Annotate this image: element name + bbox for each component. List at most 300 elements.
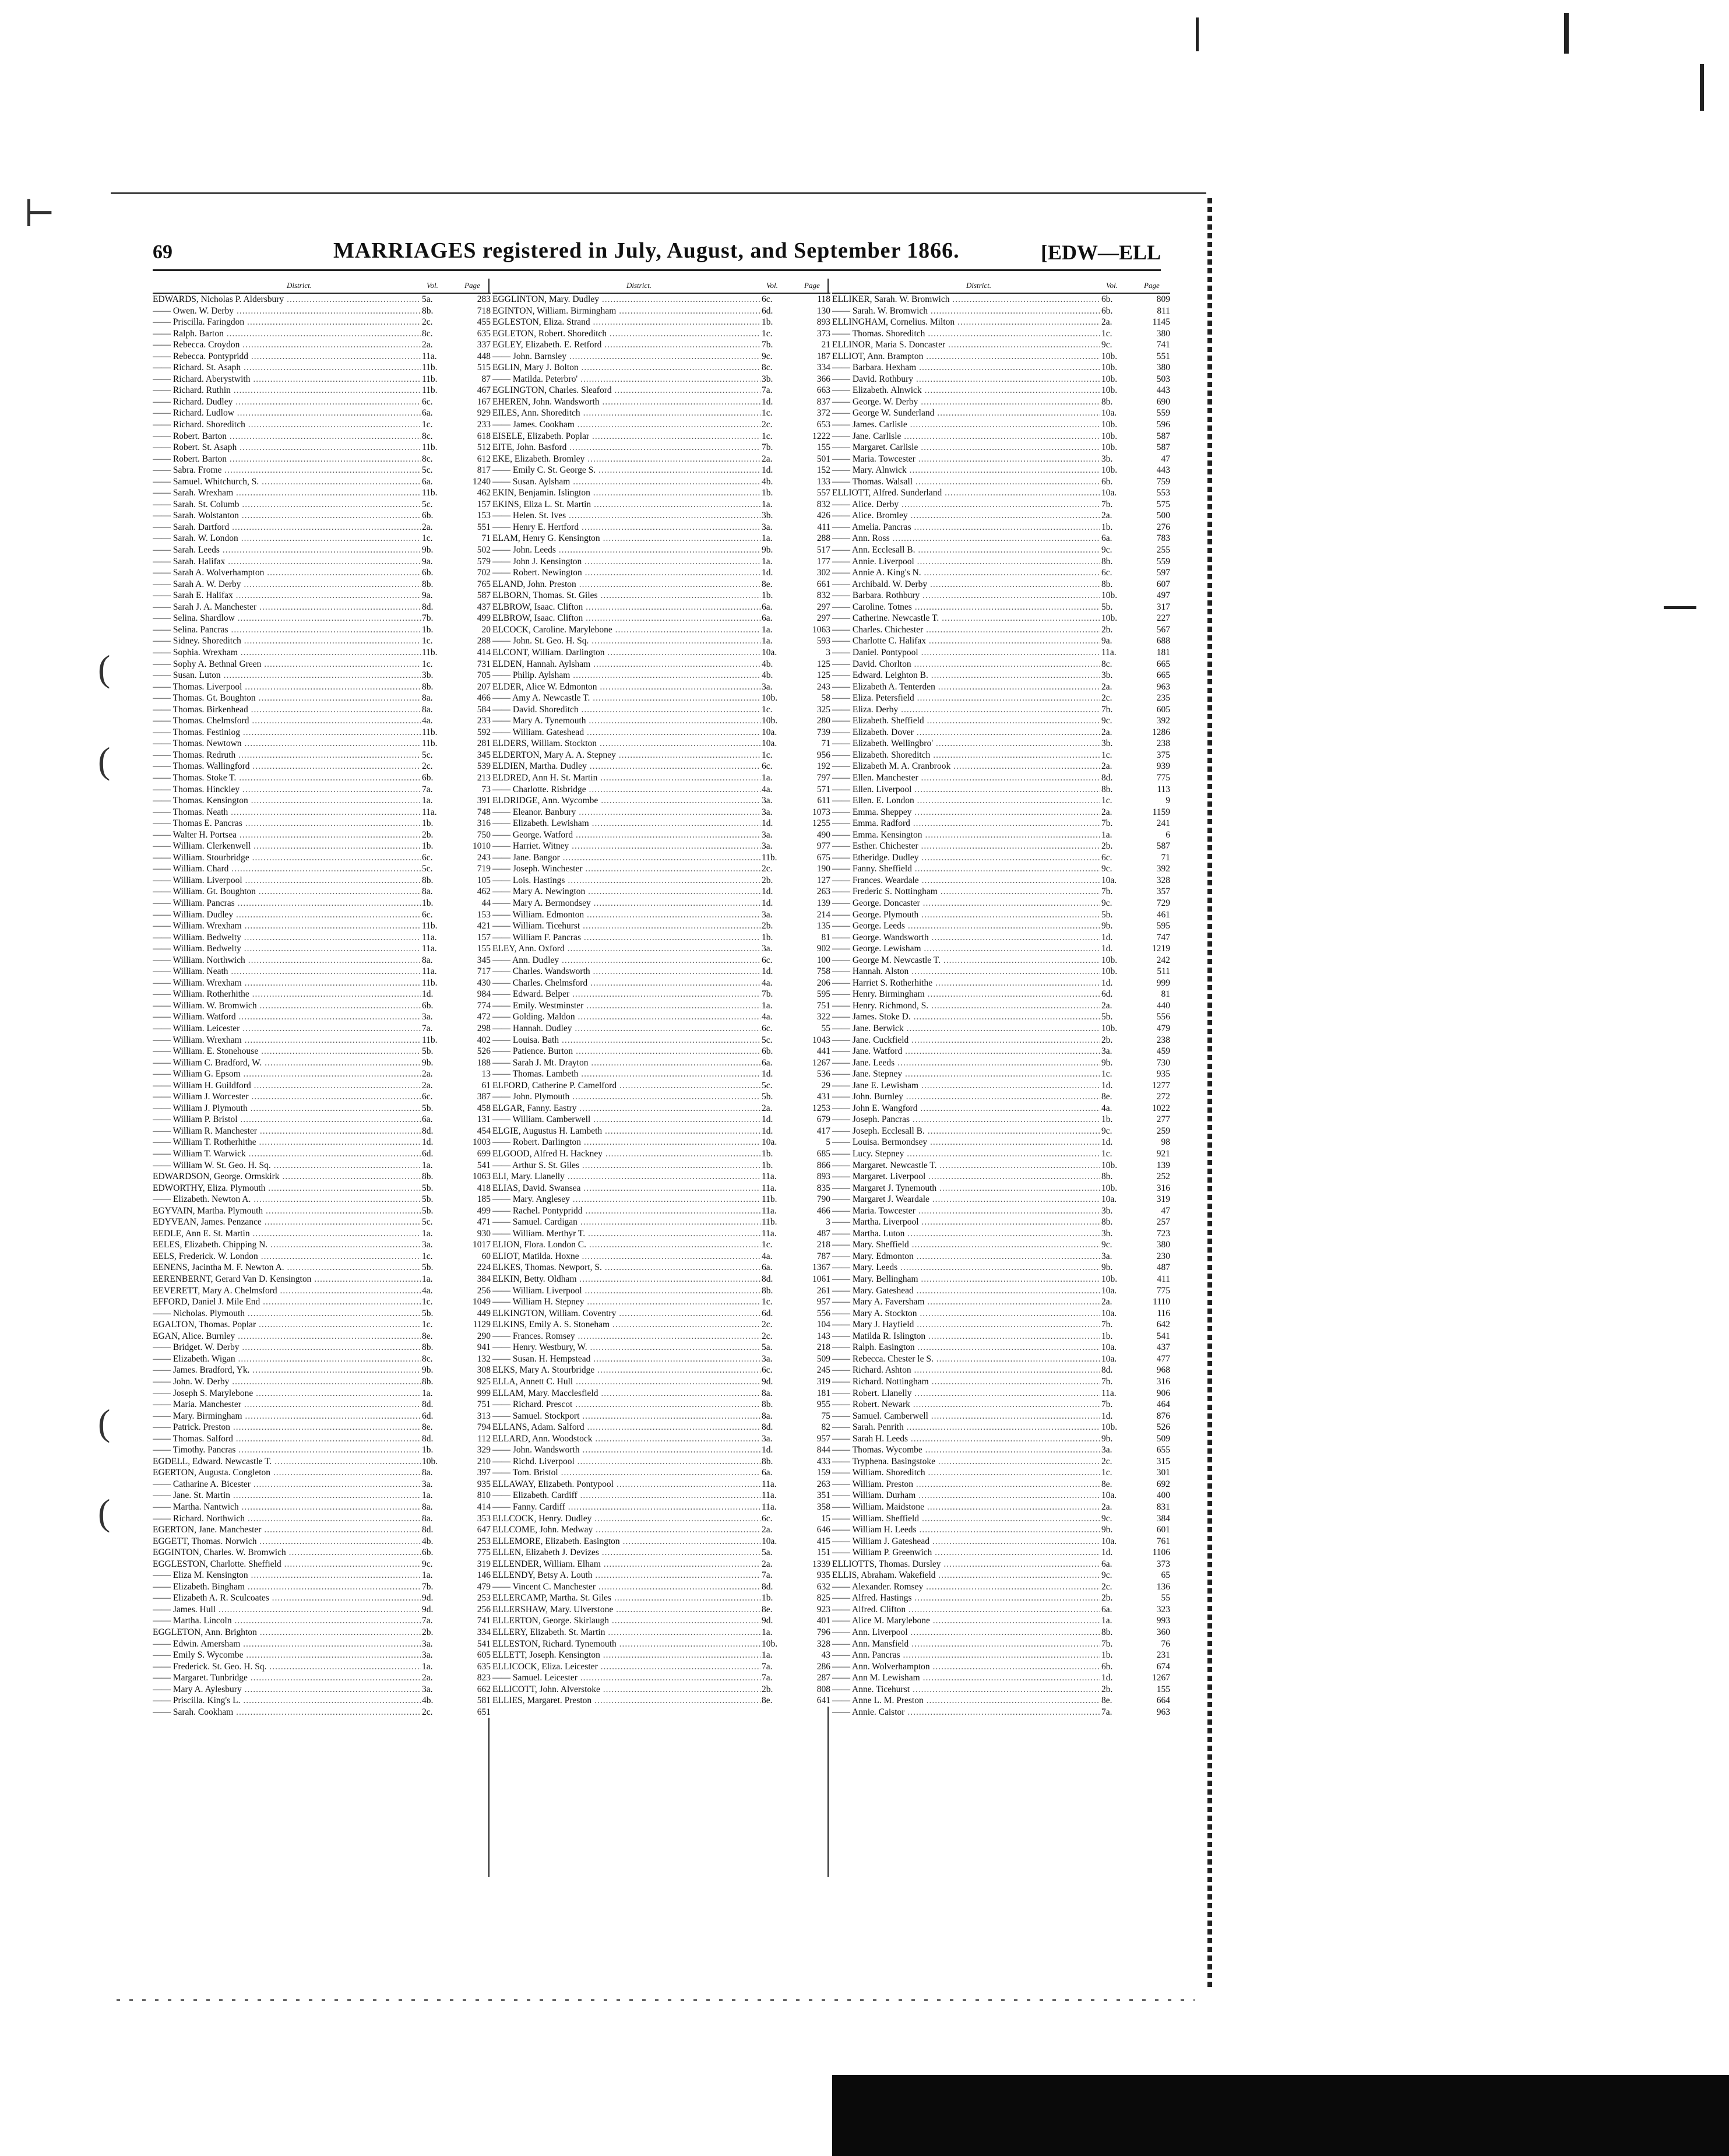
- entry-volume: 9c.: [762, 351, 799, 363]
- entry-volume: 9c.: [1101, 1126, 1139, 1137]
- entry-page: 500: [1140, 510, 1170, 522]
- entry-page: 902: [800, 943, 830, 955]
- register-entry: [153, 909, 491, 921]
- entry-volume: 3b.: [1101, 1205, 1139, 1217]
- entry-name-district: —— Elizabeth. Lewisham .....: [492, 818, 760, 829]
- register-entry: [492, 602, 830, 613]
- register-entry: [153, 1205, 491, 1217]
- entry-page: 1063: [460, 1171, 491, 1183]
- entry-volume: 2b.: [762, 920, 799, 932]
- register-entry: [492, 1319, 830, 1331]
- entry-volume: 8e.: [1101, 1479, 1139, 1490]
- entry-name-district: —— Maria. Towcester .....: [832, 1205, 1100, 1217]
- entry-page: 811: [1140, 305, 1170, 317]
- entry-volume: 2c.: [762, 419, 799, 431]
- entry-volume: 7a.: [1101, 1707, 1139, 1718]
- register-entry: [492, 419, 830, 431]
- entries-list: [492, 294, 830, 1707]
- entry-volume: 10a.: [762, 1137, 799, 1148]
- entry-page: 47: [1140, 1205, 1170, 1217]
- register-entry: [492, 1262, 830, 1274]
- heading-vol: Vol.: [1106, 281, 1118, 290]
- entry-name-district: —— Mary. Anglesey .....: [492, 1194, 760, 1205]
- entry-name-district: EENENS, Jacintha M. F. Newton A. .....: [153, 1262, 421, 1274]
- register-entry: [153, 1035, 491, 1046]
- entry-volume: 11a.: [762, 1183, 799, 1194]
- entry-page: 587: [1140, 442, 1170, 453]
- entry-name-district: —— Philip. Aylsham .....: [492, 670, 760, 681]
- entry-page: 392: [1140, 715, 1170, 727]
- register-entry: [492, 487, 830, 499]
- entry-name-district: —— Sarah. W. London .....: [153, 533, 421, 544]
- register-entry: [492, 1376, 830, 1388]
- entry-page: 190: [800, 863, 830, 875]
- entry-page: 139: [1140, 1160, 1170, 1172]
- entry-name-district: —— Fanny. Cardiff .....: [492, 1501, 760, 1513]
- entry-page: 647: [460, 1524, 491, 1536]
- entry-name-district: ELLICOTT, John. Alverstoke .....: [492, 1684, 760, 1696]
- entry-name-district: —— Joseph S. Marylebone .....: [153, 1388, 421, 1399]
- page-number: 69: [153, 241, 172, 263]
- entry-name-district: ELAM, Henry G. Kensington .....: [492, 533, 760, 544]
- entry-name-district: —— Harriet. Witney .....: [492, 840, 760, 852]
- register-entry: [153, 328, 491, 340]
- entry-name-district: —— George W. Sunderland .....: [832, 407, 1100, 419]
- entry-name-district: —— Ann. Pancras .....: [832, 1649, 1100, 1661]
- entry-page: 941: [460, 1342, 491, 1353]
- entry-volume: 9b.: [1101, 1524, 1139, 1536]
- entry-page: 400: [1140, 1490, 1170, 1501]
- entry-page: 541: [460, 1638, 491, 1650]
- entry-page: 718: [460, 305, 491, 317]
- entry-page: 664: [1140, 1695, 1170, 1707]
- entry-name-district: —— Elizabeth M. A. Cranbrook .....: [832, 761, 1100, 772]
- entry-page: 328: [800, 1638, 830, 1650]
- right-margin-mark: [1196, 17, 1199, 51]
- entry-name-district: —— Samuel. Camberwell .....: [832, 1411, 1100, 1422]
- entry-name-district: EFFORD, Daniel J. Mile End .....: [153, 1296, 421, 1308]
- entry-page: 765: [460, 579, 491, 590]
- entry-page: 401: [800, 1615, 830, 1627]
- entry-page: 104: [800, 1319, 830, 1331]
- entry-name-district: —— William W. St. Geo. H. Sq. .....: [153, 1160, 421, 1172]
- entry-volume: 2a.: [422, 1080, 459, 1092]
- register-entry: [492, 1570, 830, 1581]
- register-entry: [492, 1342, 830, 1353]
- entry-volume: 11a.: [422, 932, 459, 944]
- entry-name-district: —— William. E. Stonehouse .....: [153, 1046, 421, 1057]
- entry-name-district: —— Arthur S. St. Giles .....: [492, 1160, 760, 1172]
- heading-page: Page: [1144, 281, 1160, 290]
- entry-volume: 8b.: [1101, 1216, 1139, 1228]
- entry-name-district: —— Mary. Sheffield .....: [832, 1239, 1100, 1251]
- entry-volume: 10a.: [1101, 875, 1139, 887]
- entry-name-district: EGLETON, Robert. Shoreditch .....: [492, 328, 760, 340]
- register-entry: [832, 1490, 1170, 1501]
- entry-page: 71: [460, 533, 491, 544]
- entry-volume: 1b.: [1101, 1331, 1139, 1342]
- entry-page: 391: [460, 795, 491, 807]
- entry-name-district: —— Charles. Chichester .....: [832, 624, 1100, 636]
- entry-volume: 8e.: [762, 579, 799, 590]
- entry-page: 5: [800, 1137, 830, 1148]
- entry-name-district: —— Mary. Gateshead .....: [832, 1285, 1100, 1297]
- entry-page: 58: [800, 692, 830, 704]
- register-entry: [153, 294, 491, 305]
- entry-name-district: —— Mary A. Faversham .....: [832, 1296, 1100, 1308]
- entry-name-district: —— David. Shoreditch .....: [492, 704, 760, 716]
- entry-volume: 8b.: [422, 875, 459, 887]
- entry-volume: 2a.: [762, 453, 799, 465]
- register-column-2: [492, 279, 830, 1707]
- entry-volume: 7b.: [1101, 1319, 1139, 1331]
- entry-volume: 8b.: [422, 1171, 459, 1183]
- entry-name-district: EGGLESTON, Charlotte. Sheffield .....: [153, 1559, 421, 1570]
- entry-volume: 3a.: [422, 1684, 459, 1696]
- register-entry: [153, 362, 491, 374]
- entry-page: 893: [800, 316, 830, 328]
- entry-page: 935: [800, 1570, 830, 1581]
- register-entry: [832, 1399, 1170, 1411]
- entry-name-district: —— Eliza. Derby .....: [832, 704, 1100, 716]
- register-entry: [492, 1649, 830, 1661]
- register-entry: [832, 1080, 1170, 1092]
- register-entry: [832, 1251, 1170, 1262]
- entry-volume: 9d.: [762, 1376, 799, 1388]
- register-entry: [153, 339, 491, 351]
- register-entry: [153, 1285, 491, 1297]
- entry-name-district: —— Bridget. W. Derby .....: [153, 1342, 421, 1353]
- entry-page: 238: [1140, 738, 1170, 750]
- entry-volume: 10a.: [762, 647, 799, 659]
- entry-page: 380: [1140, 362, 1170, 374]
- entry-volume: 6d.: [422, 1411, 459, 1422]
- entry-name-district: EDWARDSON, George. Ormskirk .....: [153, 1171, 421, 1183]
- entry-volume: 9c.: [1101, 544, 1139, 556]
- entry-volume: 3b.: [1101, 1228, 1139, 1240]
- entry-page: 774: [460, 1000, 491, 1012]
- entry-page: 157: [460, 932, 491, 944]
- entry-volume: 1a.: [762, 556, 799, 568]
- entry-name-district: —— Selina. Pancras .....: [153, 624, 421, 636]
- entry-name-district: —— Ellen. E. London .....: [832, 795, 1100, 807]
- register-entry: [492, 351, 830, 363]
- heading-district: District.: [626, 281, 652, 290]
- entry-volume: 6b.: [422, 510, 459, 522]
- entry-volume: 11b.: [422, 647, 459, 659]
- register-entry: [153, 385, 491, 396]
- entry-page: 1110: [1140, 1296, 1170, 1308]
- register-entry: [492, 955, 830, 966]
- entry-page: 366: [800, 374, 830, 385]
- entry-page: 157: [460, 499, 491, 511]
- register-entry: [832, 1695, 1170, 1707]
- entry-page: 426: [800, 510, 830, 522]
- register-entry: [492, 556, 830, 568]
- entry-name-district: —— Thomas. Salford .....: [153, 1433, 421, 1445]
- entry-page: 741: [460, 1615, 491, 1627]
- entry-page: 925: [460, 1376, 491, 1388]
- entry-volume: 9b.: [422, 1364, 459, 1376]
- register-entry: [832, 1331, 1170, 1342]
- entry-page: 730: [1140, 1057, 1170, 1069]
- entry-name-district: —— William. Bedwelty .....: [153, 943, 421, 955]
- register-entry: [153, 487, 491, 499]
- register-entry: [832, 385, 1170, 396]
- entry-page: 597: [1140, 567, 1170, 579]
- entry-volume: 2c.: [762, 1319, 799, 1331]
- entry-name-district: ELKINS, Emily A. S. Stoneham .....: [492, 1319, 760, 1331]
- entry-page: 253: [460, 1536, 491, 1547]
- register-entry: [832, 761, 1170, 772]
- entry-name-district: —— Ellen. Liverpool .....: [832, 784, 1100, 796]
- register-entry: [492, 374, 830, 385]
- register-entry: [832, 544, 1170, 556]
- entry-name-district: —— William H. Guildford .....: [153, 1080, 421, 1092]
- entry-name-district: —— Sarah. Halifax .....: [153, 556, 421, 568]
- entry-volume: 1a.: [422, 1160, 459, 1172]
- entry-page: 688: [1140, 635, 1170, 647]
- entry-volume: 6a.: [1101, 1559, 1139, 1570]
- entry-page: 224: [460, 1262, 491, 1274]
- entry-name-district: —— Charles. Chelmsford .....: [492, 977, 760, 989]
- entry-page: 277: [1140, 1114, 1170, 1126]
- register-entry: [153, 1194, 491, 1205]
- entry-page: 298: [460, 1023, 491, 1035]
- register-entry: [492, 977, 830, 989]
- entry-page: 596: [1140, 419, 1170, 431]
- entry-volume: 4a.: [762, 1011, 799, 1023]
- register-entry: [153, 1160, 491, 1172]
- entry-page: 135: [800, 920, 830, 932]
- entry-page: 98: [1140, 1137, 1170, 1148]
- entry-page: 705: [460, 670, 491, 681]
- entry-name-district: ELFORD, Catherine P. Camelford .....: [492, 1080, 760, 1092]
- page-title: MARRIAGES registered in July, August, and September 1866.: [333, 238, 960, 263]
- register-entry: [832, 1126, 1170, 1137]
- register-entry: [832, 442, 1170, 453]
- entry-page: 462: [460, 886, 491, 898]
- entry-volume: 10b.: [1101, 613, 1139, 624]
- entry-name-district: —— William. Sheffield .....: [832, 1513, 1100, 1525]
- entry-name-district: EGGLETON, Ann. Brighton .....: [153, 1627, 421, 1638]
- register-entry: [492, 339, 830, 351]
- entry-page: 290: [460, 1331, 491, 1342]
- entry-name-district: —— Emma. Kensington .....: [832, 829, 1100, 841]
- register-entry: [153, 613, 491, 624]
- entry-page: 316: [1140, 1376, 1170, 1388]
- entry-page: 263: [800, 886, 830, 898]
- entry-volume: 1d.: [762, 396, 799, 408]
- register-entry: [153, 886, 491, 898]
- entry-page: 675: [800, 852, 830, 864]
- entry-volume: 1c.: [762, 750, 799, 761]
- entry-volume: 10b.: [1101, 1023, 1139, 1035]
- entry-name-district: —— Sarah J. Mt. Drayton .....: [492, 1057, 760, 1069]
- entry-name-district: —— Henry E. Hertford .....: [492, 522, 760, 533]
- register-entry: [492, 943, 830, 955]
- entry-page: 866: [800, 1160, 830, 1172]
- register-entry: [832, 727, 1170, 738]
- entry-name-district: —— Hannah. Alston .....: [832, 966, 1100, 977]
- entry-page: 65: [1140, 1570, 1170, 1581]
- register-entry: [153, 750, 491, 761]
- entry-page: 665: [1140, 670, 1170, 681]
- register-entry: [832, 795, 1170, 807]
- register-entry: [492, 750, 830, 761]
- entry-page: 835: [800, 1183, 830, 1194]
- register-entry: [492, 1604, 830, 1616]
- entry-name-district: —— Martha. Luton .....: [832, 1228, 1100, 1240]
- register-entry: [153, 1570, 491, 1581]
- entry-volume: 4b.: [762, 670, 799, 681]
- entry-name-district: —— Margaret. Newcastle T. .....: [832, 1160, 1100, 1172]
- entry-page: 699: [460, 1148, 491, 1160]
- register-entry: [153, 1000, 491, 1012]
- entry-name-district: —— Mary. Leeds .....: [832, 1262, 1100, 1274]
- entry-volume: 10b.: [1101, 374, 1139, 385]
- entry-name-district: —— William. Neath .....: [153, 966, 421, 977]
- entry-name-district: —— John. St. Geo. H. Sq. .....: [492, 635, 760, 647]
- entry-name-district: —— James. Stoke D. .....: [832, 1011, 1100, 1023]
- entry-page: 358: [800, 1501, 830, 1513]
- entry-name-district: EHEREN, John. Wandsworth .....: [492, 396, 760, 408]
- entry-name-district: —— William G. Epsom .....: [153, 1068, 421, 1080]
- entry-name-district: —— Robert. Newark .....: [832, 1399, 1100, 1411]
- entry-page: 177: [800, 556, 830, 568]
- entry-page: 955: [800, 1399, 830, 1411]
- register-entry: [492, 453, 830, 465]
- register-entry: [832, 1228, 1170, 1240]
- register-entry: [153, 1296, 491, 1308]
- entry-page: 526: [460, 1046, 491, 1057]
- entry-volume: 3a.: [422, 1479, 459, 1490]
- register-entry: [832, 1559, 1170, 1570]
- entry-page: 256: [460, 1604, 491, 1616]
- register-entry: [492, 1353, 830, 1365]
- register-entry: [832, 1638, 1170, 1650]
- entry-page: 143: [800, 1331, 830, 1342]
- register-entry: [832, 1456, 1170, 1468]
- entry-name-district: —— Tryphena. Basingstoke .....: [832, 1456, 1100, 1468]
- entry-name-district: EGERTON, Augusta. Congleton .....: [153, 1467, 421, 1479]
- entry-volume: 4a.: [762, 1251, 799, 1262]
- entry-page: 257: [1140, 1216, 1170, 1228]
- register-entry: [492, 1422, 830, 1433]
- entry-volume: 6a.: [422, 407, 459, 419]
- entry-volume: 7a.: [762, 1661, 799, 1673]
- register-entry: [492, 1479, 830, 1490]
- entry-name-district: —— Daniel. Pontypool .....: [832, 647, 1100, 659]
- entry-page: 146: [460, 1570, 491, 1581]
- register-entry: [153, 829, 491, 841]
- entry-page: 414: [460, 1501, 491, 1513]
- entry-volume: 8b.: [422, 305, 459, 317]
- entry-page: 999: [460, 1388, 491, 1399]
- entry-volume: 1c.: [422, 533, 459, 544]
- entry-page: 287: [800, 1672, 830, 1684]
- entry-volume: 4b.: [422, 1695, 459, 1707]
- entry-name-district: ELKS, Mary A. Stourbridge .....: [492, 1364, 760, 1376]
- register-entry: [832, 647, 1170, 659]
- entry-volume: 5c.: [422, 863, 459, 875]
- entry-page: 325: [800, 704, 830, 716]
- entry-page: 20: [460, 624, 491, 636]
- register-entry: [153, 1091, 491, 1103]
- entry-name-district: —— William. Leicester .....: [153, 1023, 421, 1035]
- entry-volume: 1d.: [762, 465, 799, 476]
- entry-page: 233: [460, 419, 491, 431]
- entry-name-district: —— Emily S. Wycombe .....: [153, 1649, 421, 1661]
- entry-name-district: —— Richd. Liverpool .....: [492, 1456, 760, 1468]
- entry-page: 1003: [460, 1137, 491, 1148]
- entry-volume: 1a.: [762, 624, 799, 636]
- entry-name-district: —— Mary. Bellingham .....: [832, 1274, 1100, 1285]
- register-entry: [153, 396, 491, 408]
- register-entry: [492, 1057, 830, 1069]
- register-entry: [832, 407, 1170, 419]
- register-entry: [153, 1707, 491, 1718]
- entry-page: 360: [1140, 1627, 1170, 1638]
- register-entry: [153, 1331, 491, 1342]
- entry-volume: 1c.: [422, 1251, 459, 1262]
- register-entry: [492, 807, 830, 818]
- register-entry: [153, 898, 491, 909]
- entry-page: 82: [800, 1422, 830, 1433]
- entry-name-district: —— Rebecca. Croydon .....: [153, 339, 421, 351]
- register-entry: [492, 715, 830, 727]
- register-entry: [153, 419, 491, 431]
- entry-name-district: —— Anne L. M. Preston .....: [832, 1695, 1100, 1707]
- register-entry: [832, 840, 1170, 852]
- entry-page: 692: [1140, 1479, 1170, 1490]
- entry-volume: 1c.: [422, 1319, 459, 1331]
- entry-page: 551: [1140, 351, 1170, 363]
- binding-mark-3: (: [98, 1402, 111, 1443]
- register-entry: [153, 1433, 491, 1445]
- entry-page: 526: [1140, 1422, 1170, 1433]
- entry-name-district: ELGOOD, Alfred H. Hackney .....: [492, 1148, 760, 1160]
- entry-volume: 2a.: [762, 1524, 799, 1536]
- register-entry: [492, 1444, 830, 1456]
- entry-volume: 9b.: [1101, 1262, 1139, 1274]
- register-entry: [153, 875, 491, 887]
- entry-name-district: —— William. Stourbridge .....: [153, 852, 421, 864]
- entry-name-district: —— Mary A. Aylesbury .....: [153, 1684, 421, 1696]
- entry-page: 977: [800, 840, 830, 852]
- entry-volume: 2a.: [1101, 681, 1139, 693]
- register-entry: [832, 692, 1170, 704]
- register-entry: [153, 602, 491, 613]
- entry-page: 584: [460, 704, 491, 716]
- register-entry: [153, 863, 491, 875]
- entry-page: 1043: [800, 1035, 830, 1046]
- entry-volume: 10b.: [762, 1638, 799, 1650]
- entry-volume: 3a.: [762, 1433, 799, 1445]
- entry-name-district: —— Amelia. Pancras .....: [832, 522, 1100, 533]
- entry-volume: 8a.: [422, 1467, 459, 1479]
- register-entry: [492, 1205, 830, 1217]
- entry-page: 963: [1140, 1707, 1170, 1718]
- register-entry: [153, 476, 491, 488]
- register-entry: [153, 316, 491, 328]
- entry-page: 430: [460, 977, 491, 989]
- entry-volume: 3a.: [422, 1638, 459, 1650]
- entry-page: 783: [1140, 533, 1170, 544]
- entry-page: 731: [460, 659, 491, 670]
- entry-page: 1061: [800, 1274, 830, 1285]
- right-margin-mark-3: [1700, 64, 1704, 111]
